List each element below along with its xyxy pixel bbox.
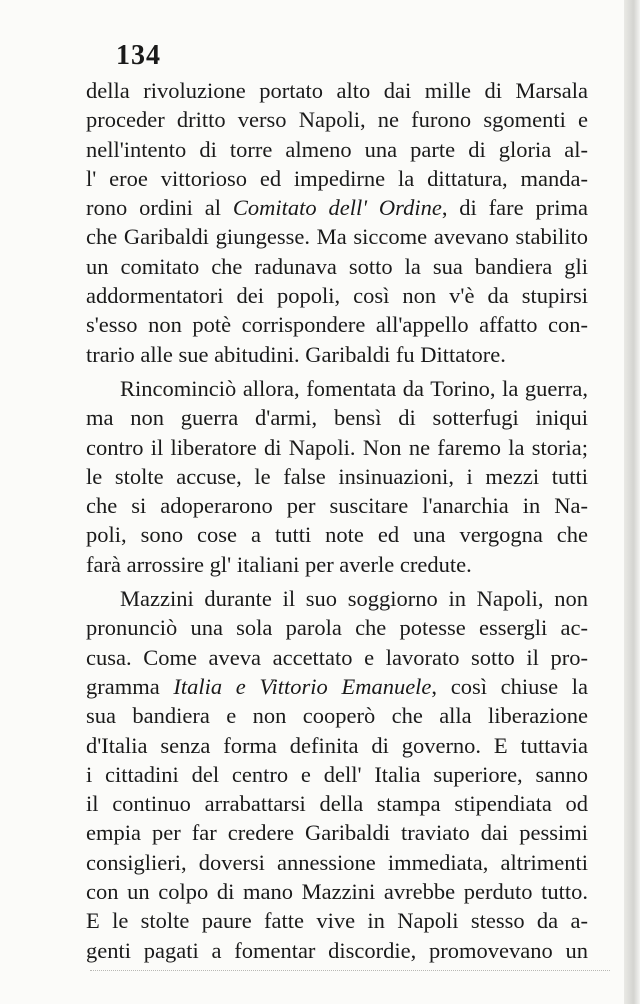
bottom-dotted-rule [90, 970, 610, 973]
text-line: empia per far credere Garibaldi traviato dai pessimi [86, 820, 588, 846]
text-line: farà arrossire gl' italiani per averle credute. [86, 551, 472, 577]
text-line: rono ordini al Comitato dell' Ordine, di fare prima [86, 195, 588, 221]
text-line: della rivoluzione portato alto dai mille di Marsala [86, 78, 588, 103]
body-text [86, 76, 588, 965]
paragraph [86, 76, 588, 369]
paragraph [86, 584, 588, 965]
text-line: genti pagati a fomentar discordie, promovevano un [86, 937, 588, 963]
text-line: cusa. Come aveva accettato e lavorato sotto il pro- [86, 644, 588, 670]
text-line: gramma Italia e Vittorio Emanuele, così chiuse la [86, 673, 588, 699]
text-line: consiglieri, doversi annessione immediata, altrimenti [86, 849, 588, 875]
text-line: nell'intento di torre almeno una parte di gloria al- [86, 136, 588, 162]
text-line: Mazzini durante il suo soggiorno in Napoli, non [120, 586, 588, 612]
text-line: l' eroe vittorioso ed impedirne la dittatura, manda- [86, 165, 588, 191]
text-line: contro il liberatore di Napoli. Non ne faremo la storia; [86, 434, 588, 460]
page-edge-shadow [624, 0, 640, 1004]
text-line: un comitato che radunava sotto la sua bandiera gli [86, 253, 588, 279]
text-line: poli, sono cose a tutti note ed una vergogna che [86, 522, 588, 548]
paragraph [86, 374, 588, 579]
text-line: che Garibaldi giungesse. Ma siccome avevano stabilito [86, 224, 588, 250]
text-line: Rincominciò allora, fomentata da Torino, la guerra, [120, 375, 588, 401]
text-line: d'Italia senza forma definita di governo. E tuttavia [86, 732, 588, 758]
text-line: sua bandiera e non cooperò che alla liberazione [86, 703, 588, 729]
text-line: addormentatori dei popoli, così non v'è da stupirsi [86, 283, 588, 309]
text-line: con un colpo di mano Mazzini avrebbe perduto tutto. [86, 879, 588, 905]
text-line: il continuo arrabattarsi della stampa stipendiata od [86, 791, 588, 817]
text-line: che si adoperarono per suscitare l'anarchia in Na- [86, 493, 588, 519]
text-line: proceder dritto verso Napoli, ne furono sgomenti e [86, 107, 588, 133]
page-number: 134 [116, 40, 161, 71]
text-line: le stolte accuse, le false insinuazioni, i mezzi tutti [86, 463, 588, 489]
text-line: trario alle sue abitudini. Garibaldi fu Dittatore. [86, 341, 506, 367]
italic-title: Italia e Vittorio Emanuele [173, 673, 432, 699]
text-line: ma non guerra d'armi, bensì di sotterfugi iniqui [86, 405, 588, 431]
text-line: s'esso non potè corrispondere all'appello affatto con- [86, 312, 588, 338]
italic-title: Comitato dell' Ordine [232, 195, 442, 221]
text-line: pronunciò una sola parola che potesse essergli ac- [86, 615, 588, 641]
text-line: i cittadini del centro e dell' Italia superiore, sanno [86, 761, 588, 787]
text-line: E le stolte paure fatte vive in Napoli stesso da a- [86, 908, 588, 934]
